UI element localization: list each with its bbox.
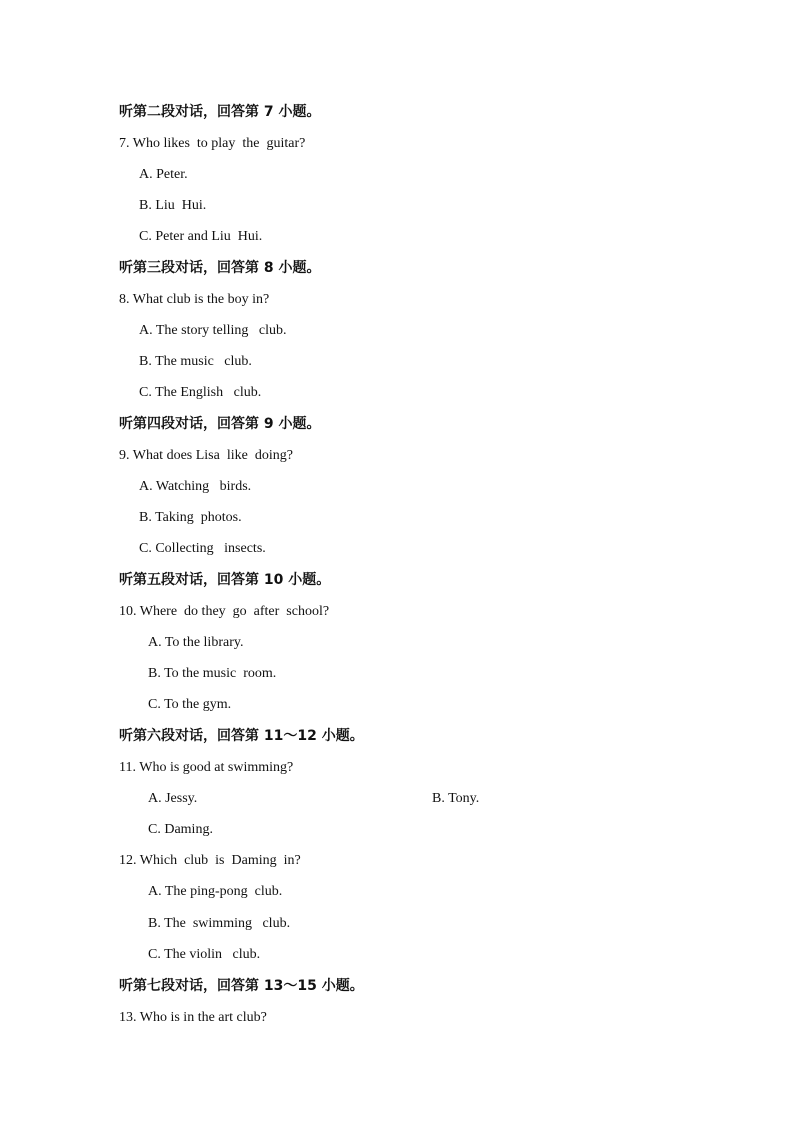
question-12: 12. Which club is Daming in? [119, 853, 301, 868]
question-11: 11. Who is good at swimming? [119, 760, 294, 775]
q10-option-b: B. To the music room. [148, 666, 277, 681]
q12-option-c: C. The violin club. [148, 947, 261, 962]
question-7: 7. Who likes to play the guitar? [119, 136, 306, 151]
section-heading-2: 听第二段对话，回答第 7 小题。 [119, 104, 321, 120]
q11-option-a: A. Jessy. [148, 791, 198, 806]
section-heading-5: 听第五段对话，回答第 10 小题。 [119, 572, 331, 588]
q8-option-b: B. The music club. [139, 354, 252, 369]
q10-option-c: C. To the gym. [148, 697, 232, 712]
q11-option-c: C. Daming. [148, 822, 213, 837]
q7-option-b: B. Liu Hui. [139, 198, 207, 213]
q9-option-a: A. Watching birds. [139, 479, 252, 494]
question-10: 10. Where do they go after school? [119, 604, 330, 619]
section-heading-3: 听第三段对话，回答第 8 小题。 [119, 260, 321, 276]
q10-option-a: A. To the library. [148, 635, 244, 650]
q8-option-a: A. The story telling club. [139, 323, 287, 338]
q9-option-b: B. Taking photos. [139, 510, 242, 525]
q7-option-a: A. Peter. [139, 167, 188, 182]
q11-option-b: B. Tony. [432, 791, 480, 806]
section-heading-4: 听第四段对话，回答第 9 小题。 [119, 416, 321, 432]
question-9: 9. What does Lisa like doing? [119, 448, 293, 463]
section-heading-6: 听第六段对话，回答第 11～12 小题。 [119, 728, 364, 744]
question-13: 13. Who is in the art club? [119, 1010, 267, 1025]
q12-option-a: A. The ping-pong club. [148, 884, 283, 899]
q7-option-c: C. Peter and Liu Hui. [139, 229, 263, 244]
q9-option-c: C. Collecting insects. [139, 541, 266, 556]
section-heading-7: 听第七段对话，回答第 13～15 小题。 [119, 978, 364, 994]
q8-option-c: C. The English club. [139, 385, 262, 400]
question-8: 8. What club is the boy in? [119, 292, 270, 307]
q12-option-b: B. The swimming club. [148, 916, 291, 931]
